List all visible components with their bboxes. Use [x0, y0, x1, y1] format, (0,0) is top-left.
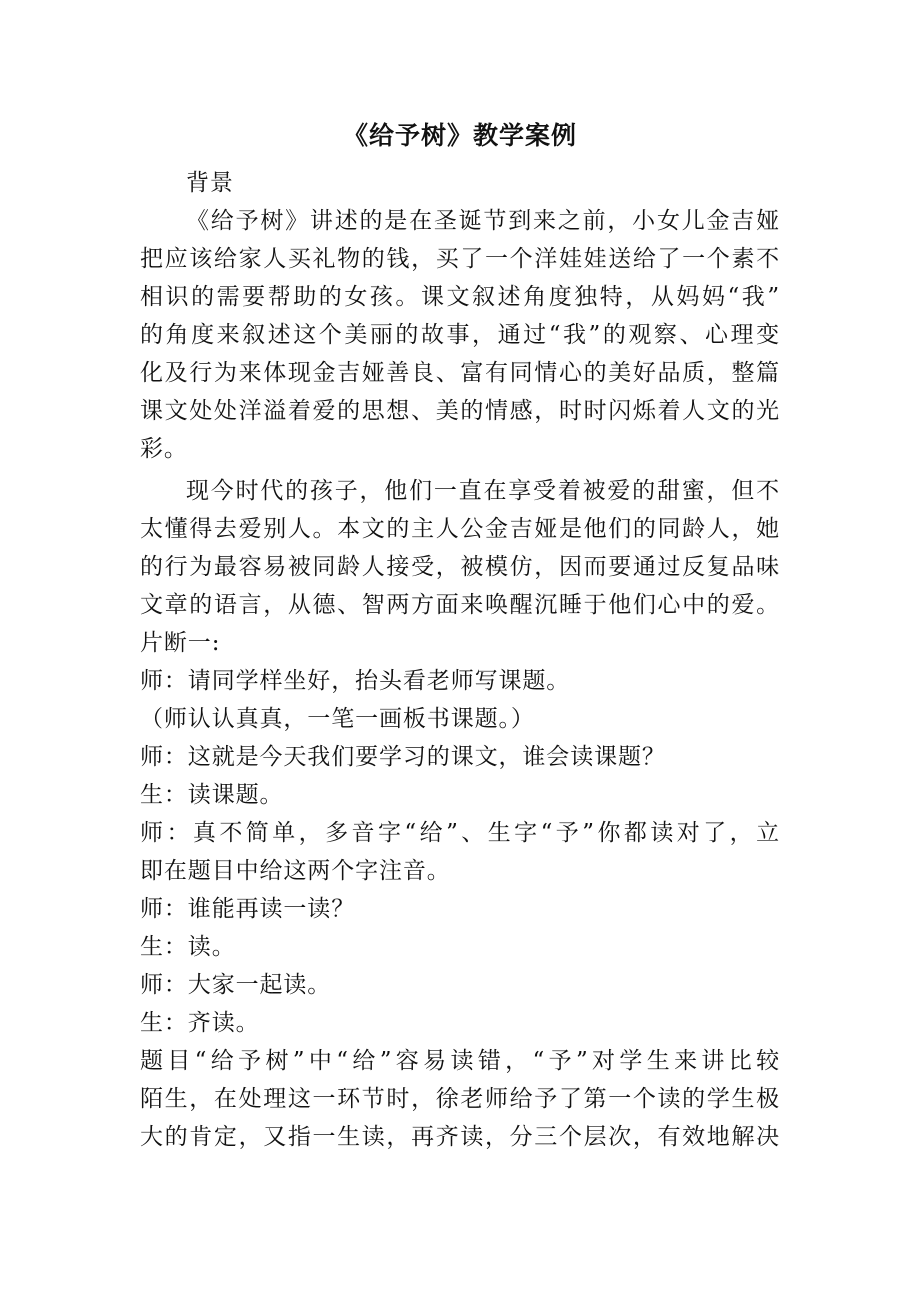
paragraph-background-1: [140, 202, 780, 468]
dialogue-line: 生：读。: [140, 934, 236, 960]
paragraph-line: 文章的语言，从德、智两方面来唤醒沉睡于他们心中的爱。: [140, 592, 780, 618]
analysis-paragraph: [140, 1042, 780, 1156]
paragraph-line: 的角度来叙述这个美丽的故事，通过“我”的观察、心理变: [140, 322, 780, 348]
document-title: 《给予树》教学案例: [342, 121, 577, 150]
paragraph-line: 彩。: [140, 436, 188, 462]
paragraph-line: 的行为最容易被同龄人接受，被模仿，因而要通过反复品味: [140, 554, 780, 580]
analysis-line: 陌生，在处理这一环节时，徐老师给予了第一个读的学生极: [140, 1086, 780, 1112]
dialogue-long: [140, 814, 780, 890]
dialogue-line: 生：读课题。: [140, 782, 284, 808]
analysis-line: 大的肯定，又指一生读，再齐读，分三个层次，有效地解决: [140, 1124, 780, 1150]
dialogue-line: 师：谁能再读一读？: [140, 896, 356, 922]
paragraph-line: 《给予树》讲述的是在圣诞节到来之前，小女儿金吉娅: [186, 208, 780, 234]
dialogue-line: 即在题目中给这两个字注音。: [140, 858, 451, 884]
dialogue-line: 师：大家一起读。: [140, 972, 332, 998]
background-heading: 背景: [186, 170, 234, 196]
paragraph-line: 现今时代的孩子，他们一直在享受着被爱的甜蜜，但不: [186, 478, 780, 504]
dialogue-line: 生：齐读。: [140, 1010, 260, 1036]
dialogue-note: （师认认真真，一笔一画板书课题。）: [140, 706, 535, 732]
paragraph-line: 相识的需要帮助的女孩。课文叙述角度独特，从妈妈“我”: [140, 284, 780, 310]
dialogue-line: 师：真不简单，多音字“给”、生字“予”你都读对了，立: [140, 820, 780, 846]
dialogue-line: 师：这就是今天我们要学习的课文，谁会读课题？: [140, 744, 666, 770]
document-body: [140, 164, 780, 1156]
paragraph-line: 化及行为来体现金吉娅善良、富有同情心的美好品质，整篇: [140, 360, 780, 386]
analysis-line: 题目“给予树”中“给”容易读错，“予”对学生来讲比较: [140, 1048, 780, 1074]
segment-heading: 片断一:: [140, 630, 221, 656]
paragraph-line: 课文处处洋溢着爱的思想、美的情感，时时闪烁着人文的光: [140, 398, 780, 424]
dialogue-line: 师：请同学样坐好，抬头看老师写课题。: [140, 668, 571, 694]
paragraph-line: 太懂得去爱别人。本文的主人公金吉娅是他们的同龄人，她: [140, 516, 780, 542]
paragraph-line: 把应该给家人买礼物的钱，买了一个洋娃娃送给了一个素不: [140, 246, 780, 272]
paragraph-background-2: [140, 472, 780, 624]
